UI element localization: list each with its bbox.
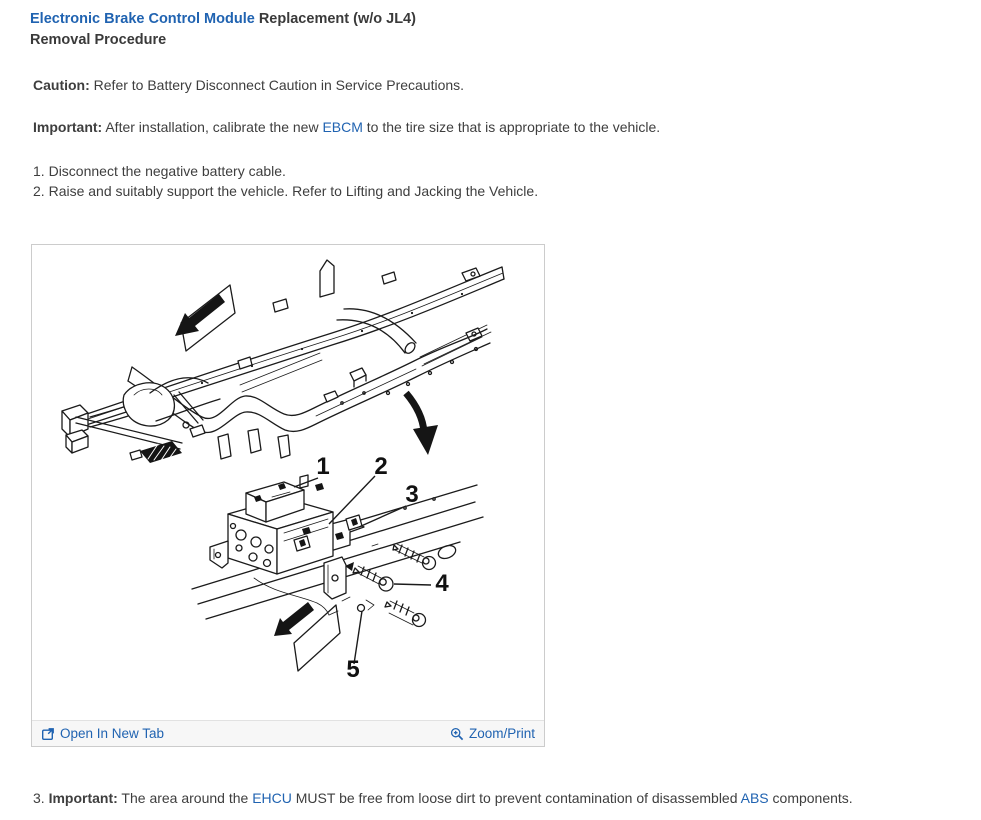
front-suspension-drawing	[62, 378, 220, 463]
important-label: Important:	[33, 119, 103, 135]
step-3-text-post: components.	[768, 790, 853, 806]
caution-label: Caution:	[33, 77, 90, 93]
direction-arrow-curved	[406, 393, 438, 455]
title-rest-text: Replacement (w/o JL4)	[254, 11, 416, 27]
step-2-number: 2.	[33, 183, 49, 199]
step-2-text: Raise and suitably support the vehicle. Refer to Lifting and Jacking the Vehicle.	[48, 183, 539, 199]
step-2	[33, 181, 981, 201]
ebcm-link[interactable]: EBCM	[322, 119, 363, 135]
step-3	[33, 790, 981, 806]
important-note	[33, 119, 981, 135]
important-text-post: to the tire size that is appropriate to the vehicle.	[362, 119, 661, 135]
step-3-number: 3.	[33, 790, 49, 806]
abs-link[interactable]: ABS	[740, 790, 769, 806]
step-1	[33, 161, 981, 181]
part-callout-1: 1	[316, 453, 330, 480]
step-1-number: 1.	[33, 163, 49, 179]
step-3-text-pre: The area around the	[117, 790, 253, 806]
procedure-steps	[33, 161, 981, 201]
open-in-new-tab-icon	[41, 727, 55, 741]
step-1-text: Disconnect the negative battery cable.	[48, 163, 286, 179]
direction-arrow-front	[175, 285, 235, 351]
part-callout-2: 2	[374, 453, 388, 480]
chassis-frame-drawing	[62, 260, 504, 463]
caution-text: Refer to Battery Disconnect Caution in Service Precautions.	[89, 77, 465, 93]
zoom-print-label: Zoom/Print	[468, 726, 535, 741]
figure-toolbar	[32, 720, 544, 746]
ebcm-module-drawing	[210, 475, 374, 615]
subtitle: Removal Procedure	[30, 32, 167, 48]
open-in-new-tab-button[interactable]	[41, 726, 164, 741]
direction-arrow-lower	[274, 602, 340, 671]
part-callout-5: 5	[346, 656, 360, 683]
open-in-new-tab-label: Open In New Tab	[60, 726, 165, 741]
title-module-link[interactable]: Electronic Brake Control Module	[30, 11, 255, 27]
step-3-text-mid: MUST be free from loose dirt to prevent contamination of disassembled	[291, 790, 741, 806]
important-text-pre: After installation, calibrate the new	[102, 119, 323, 135]
part-callout-3: 3	[405, 481, 419, 508]
zoom-magnifier-icon	[450, 727, 464, 741]
page-title	[30, 9, 981, 30]
figure-diagram	[32, 245, 544, 720]
step-3-important-label: Important:	[48, 790, 118, 806]
part-callout-4: 4	[435, 570, 449, 597]
zoom-print-button[interactable]	[450, 726, 535, 741]
figure-panel	[31, 244, 545, 747]
caution-note	[33, 77, 981, 93]
ehcu-link[interactable]: EHCU	[252, 790, 292, 806]
